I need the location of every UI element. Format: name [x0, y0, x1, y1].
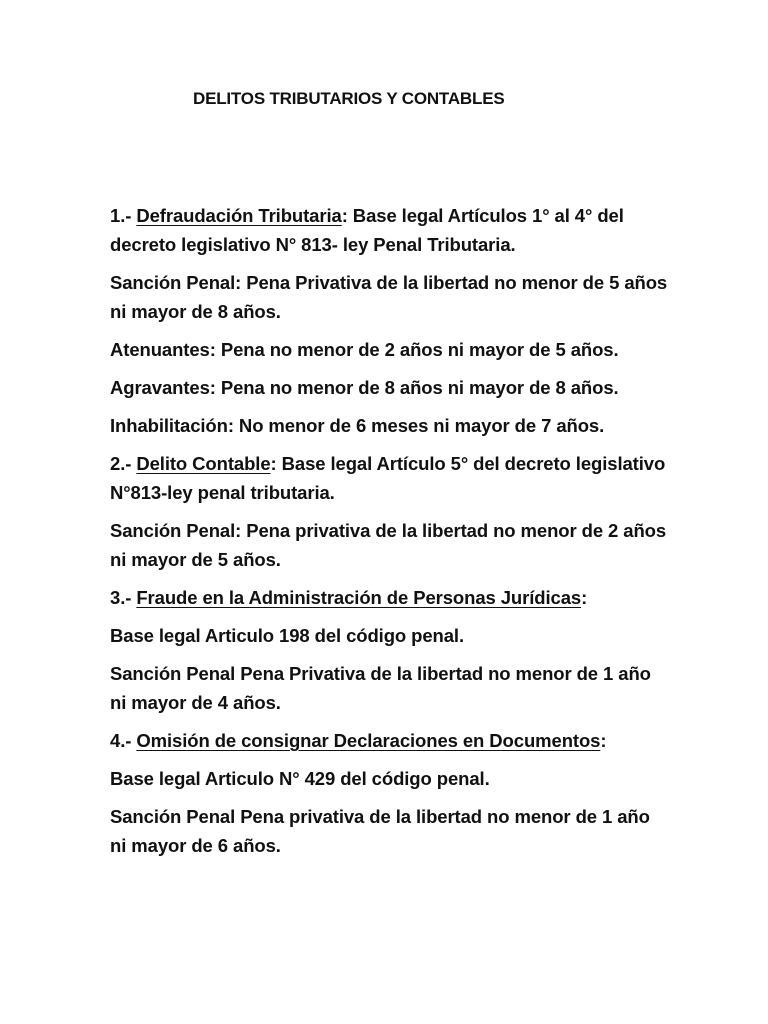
section-4-heading	[110, 726, 670, 755]
section-title: Omisión de consignar Declaraciones en Documentos	[136, 730, 601, 751]
document-title: DELITOS TRIBUTARIOS Y CONTABLES	[193, 89, 505, 108]
section-title: Fraude en la Administración de Personas Jurídicas	[136, 587, 582, 608]
paragraph: Sanción Penal Pena Privativa de la libertad no menor de 1 año ni mayor de 4 años.	[110, 663, 651, 713]
section-number: 1.-	[110, 205, 137, 226]
section-number: 2.-	[110, 453, 137, 474]
paragraph: Atenuantes: Pena no menor de 2 años ni mayor de 5 años.	[110, 339, 619, 360]
section-3-heading	[110, 583, 670, 612]
section-text: :	[581, 587, 588, 608]
section-number: 4.-	[110, 730, 137, 751]
paragraph: Agravantes: Pena no menor de 8 años ni mayor de 8 años.	[110, 377, 619, 398]
section-1-heading	[110, 201, 670, 259]
section-2-heading	[110, 449, 670, 507]
section-number: 3.-	[110, 587, 137, 608]
section-text: : Base legal Artículos 1° al 4° del decreto legislativo N° 813- ley Penal Tributaria.	[110, 205, 624, 255]
paragraph: Inhabilitación: No menor de 6 meses ni mayor de 7 años.	[110, 415, 605, 436]
paragraph: Sanción Penal: Pena Privativa de la libertad no menor de 5 años ni mayor de 8 años.	[110, 272, 668, 322]
section-title: Defraudación Tributaria	[136, 205, 342, 226]
section-title: Delito Contable	[136, 453, 271, 474]
section-text: :	[600, 730, 607, 751]
paragraph: Base legal Articulo N° 429 del código penal.	[110, 768, 490, 789]
document-body	[110, 201, 670, 869]
section-text: : Base legal Artículo 5° del decreto legislativo N°813-ley penal tributaria.	[110, 453, 666, 503]
paragraph: Sanción Penal Pena privativa de la libertad no menor de 1 año ni mayor de 6 años.	[110, 806, 650, 856]
paragraph: Base legal Articulo 198 del código penal.	[110, 625, 465, 646]
paragraph: Sanción Penal: Pena privativa de la libertad no menor de 2 años ni mayor de 5 años.	[110, 520, 667, 570]
